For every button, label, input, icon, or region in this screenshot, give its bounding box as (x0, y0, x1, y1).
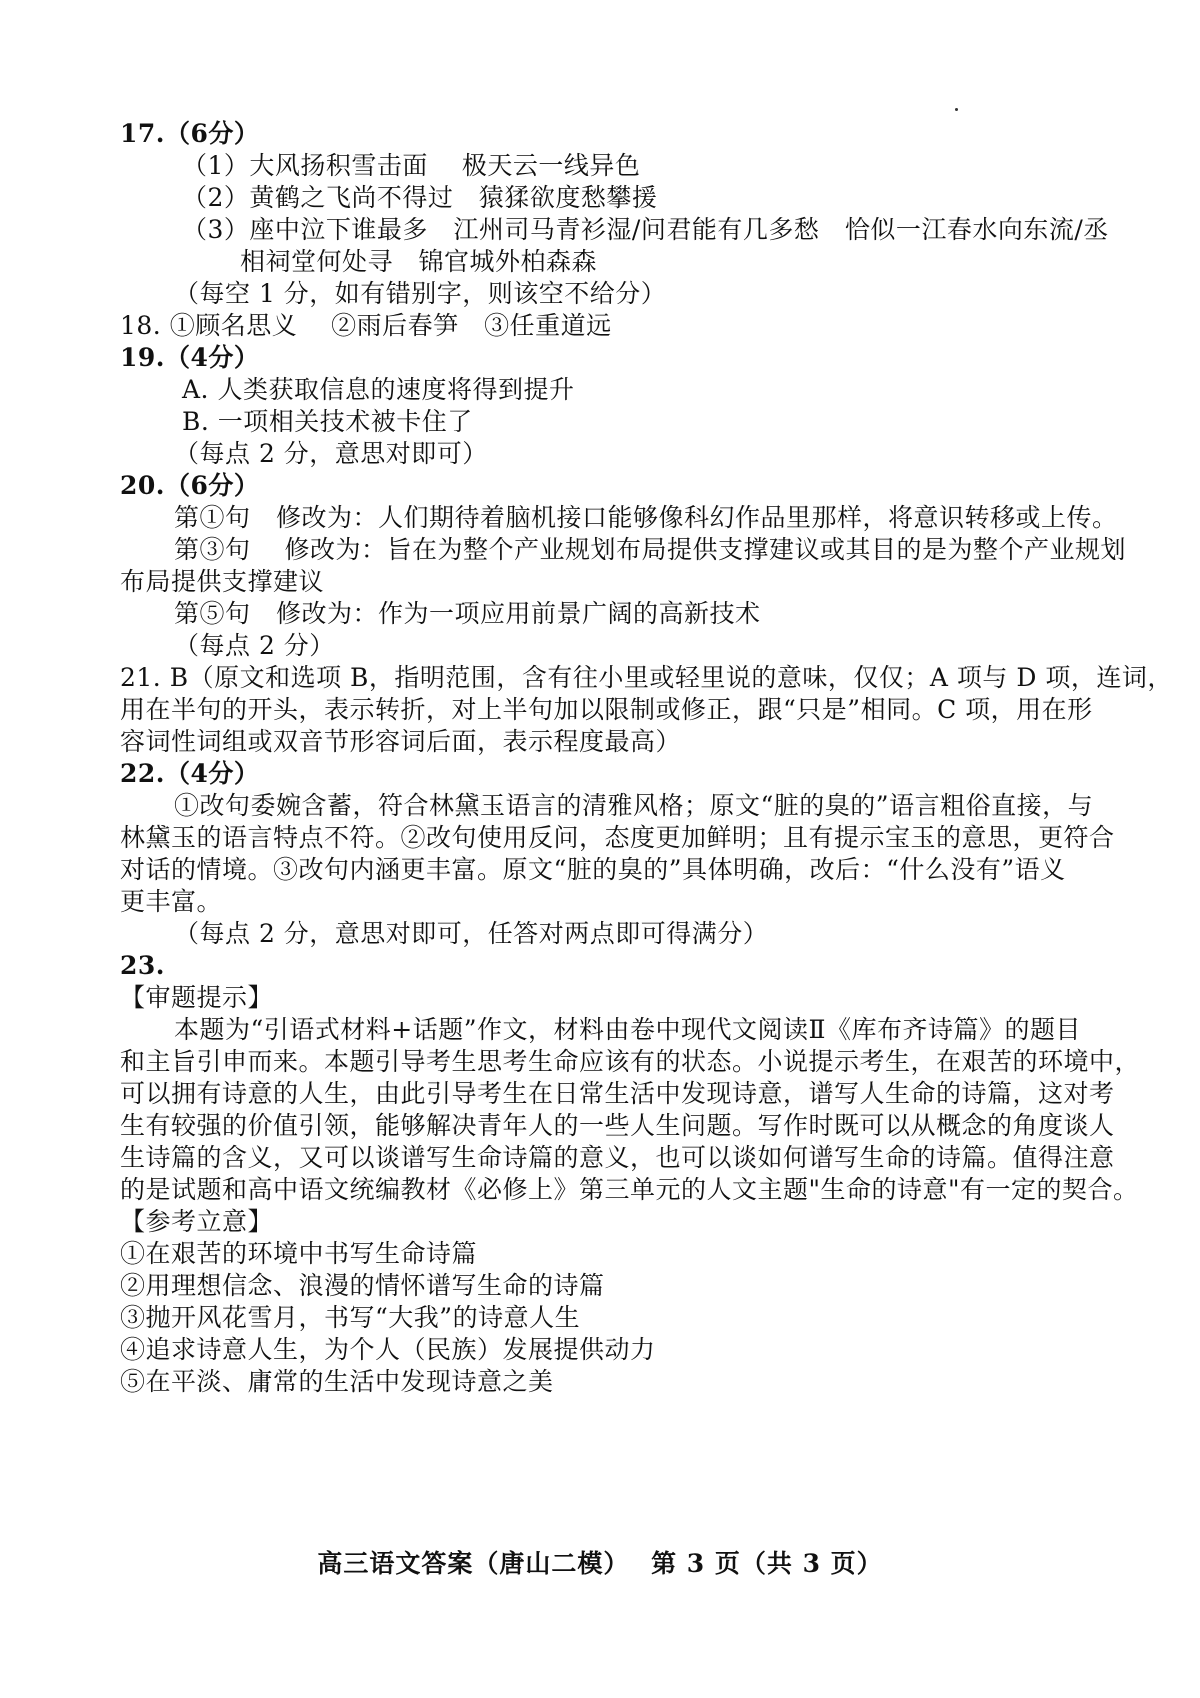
q22-answer-line-1: ①改句委婉含蓄，符合林黛玉语言的清雅风格；原文“脏的臭的”语言粗俗直接，与 (174, 791, 1094, 820)
q22-answer-line-3: 对话的情境。③改句内涵更丰富。原文“脏的臭的”具体明确，改后：“什么没有”语义 (120, 855, 1066, 884)
speck (955, 108, 958, 111)
q21-answer-line-2: 用在半句的开头，表示转折，对上半句加以限制或修正，跟“只是”相同。C 项，用在形 (120, 695, 1093, 724)
q20-sentence-3-cont: 布局提供支撑建议 (120, 567, 325, 596)
q23-reference-4: ④追求诗意人生，为个人（民族）发展提供动力 (120, 1335, 656, 1364)
q23-hint-line-4: 生有较强的价值引领，能够解决青年人的一些人生问题。写作时既可以从概念的角度谈人 (120, 1111, 1115, 1140)
q23-reference-1: ①在艰苦的环境中书写生命诗篇 (120, 1239, 478, 1268)
q19-header: 19.（4分） (120, 343, 260, 372)
q22-scoring-note: （每点 2 分，意思对即可，任答对两点即可得满分） (174, 919, 769, 948)
q23-reference-title: 【参考立意】 (120, 1207, 274, 1236)
q21-answer-line-1: 21. B（原文和选项 B，指明范围，含有往小里或轻里说的意味，仅仅；A 项与 D 项，连词， (120, 663, 1173, 692)
q23-hint-line-1: 本题为“引语式材料+话题”作文，材料由卷中现代文阅读Ⅱ《库布齐诗篇》的题目 (174, 1015, 1082, 1044)
q20-sentence-1: 第①句 修改为：人们期待着脑机接口能够像科幻作品里那样，将意识转移或上传。 (174, 503, 1118, 532)
q23-hint-title: 【审题提示】 (120, 983, 274, 1012)
q19-answer-b: B. 一项相关技术被卡住了 (182, 407, 473, 436)
q23-reference-5: ⑤在平淡、庸常的生活中发现诗意之美 (120, 1367, 554, 1396)
q17-answer-3-cont: 相祠堂何处寻 锦官城外柏森森 (240, 247, 598, 276)
q20-scoring-note: （每点 2 分） (174, 631, 335, 660)
q17-answer-1: （1）大风扬积雪击面 极天云一线异色 (182, 151, 641, 180)
q19-scoring-note: （每点 2 分，意思对即可） (174, 439, 488, 468)
q21-answer-line-3: 容词性词组或双音节形容词后面，表示程度最高） (120, 727, 682, 756)
page-footer (0, 1548, 1200, 1580)
q19-answer-a: A. 人类获取信息的速度将得到提升 (182, 375, 575, 404)
q23-hint-line-3: 可以拥有诗意的人生，由此引导考生在日常生活中发现诗意，谱写人生命的诗篇，这对考 (120, 1079, 1115, 1108)
q23-reference-3: ③抛开风花雪月，书写“大我”的诗意人生 (120, 1303, 581, 1332)
q18-answer: 18. ①顾名思义 ②雨后春笋 ③任重道远 (120, 311, 612, 340)
q23-hint-line-5: 生诗篇的含义，又可以谈谱写生命诗篇的意义，也可以谈如何谱写生命的诗篇。值得注意 (120, 1143, 1115, 1172)
q23-hint-line-6: 的是试题和高中语文统编教材《必修上》第三单元的人文主题"生命的诗意"有一定的契合。 (120, 1175, 1139, 1204)
footer-title: 高三语文答案（唐山二模） (317, 1549, 630, 1578)
q17-header: 17.（6分） (120, 119, 260, 148)
q22-answer-line-2: 林黛玉的语言特点不符。②改句使用反问，态度更加鲜明；且有提示宝玉的意思，更符合 (120, 823, 1115, 852)
q17-answer-2: （2）黄鹤之飞尚不得过 猿猱欲度愁攀援 (182, 183, 658, 212)
footer-page-number: 第 3 页（共 3 页） (651, 1549, 883, 1578)
q23-header: 23. (120, 951, 165, 980)
q23-reference-2: ②用理想信念、浪漫的情怀谱写生命的诗篇 (120, 1271, 605, 1300)
q22-header: 22.（4分） (120, 759, 260, 788)
q23-hint-line-2: 和主旨引申而来。本题引导考生思考生命应该有的状态。小说提示考生，在艰苦的环境中， (120, 1047, 1141, 1076)
q17-answer-3: （3）座中泣下谁最多 江州司马青衫湿/问君能有几多愁 恰似一江春水向东流/丞 (182, 215, 1109, 244)
q20-sentence-3: 第③句 修改为：旨在为整个产业规划布局提供支撑建议或其目的是为整个产业规划 (174, 535, 1126, 564)
q22-answer-line-4: 更丰富。 (120, 887, 223, 916)
q20-header: 20.（6分） (120, 471, 260, 500)
q20-sentence-5: 第⑤句 修改为：作为一项应用前景广阔的高新技术 (174, 599, 761, 628)
q17-scoring-note: （每空 1 分，如有错别字，则该空不给分） (174, 279, 667, 308)
